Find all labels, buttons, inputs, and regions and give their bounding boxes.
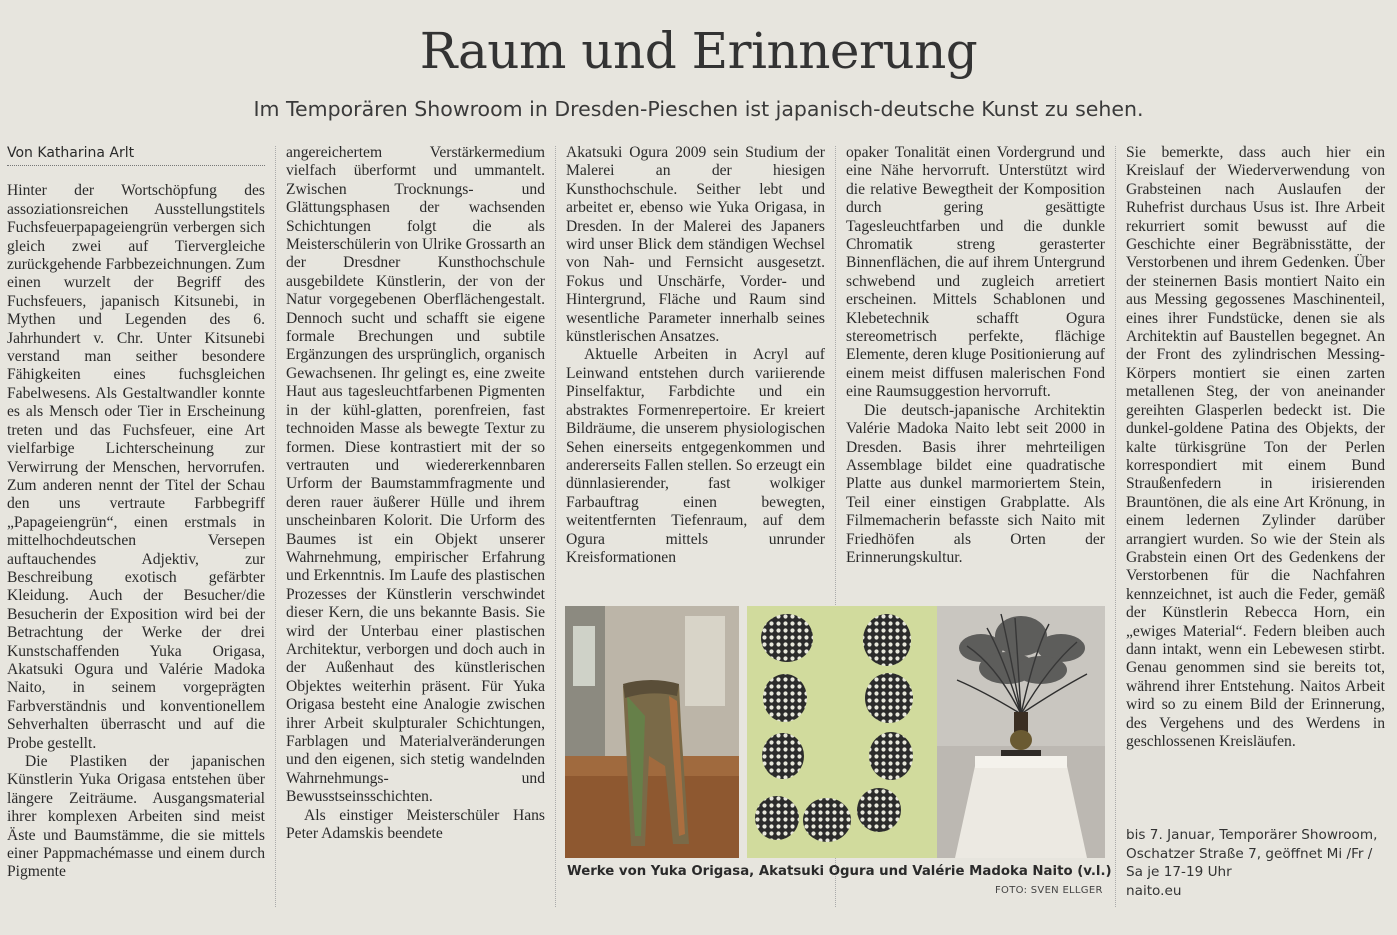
paragraph: Die Plastiken der japanischen Künstlerin Yuka Origasa entstehen über längere Zeiträume. Ausgangsmaterial ihrer komplexen Arbeiten sind meist Äste und Baumstämme, die sie mittels einer Pappmachémasse und einem durch Pigmente — [7, 753, 265, 881]
info-dates-venue: bis 7. Januar, Temporärer Showroom, — [1126, 827, 1378, 843]
paragraph: Sie bemerkte, dass auch hier ein Kreislauf der Wiederverwendung von Grabsteinen nach Auslaufen der Ruhefrist durchaus Usus ist. Ihre Arbeit rekurriert somit bewusst auf die Geschichte einer Begräbnisstätte, der Verstorbenen und ihrem Gedenken. Über der steinernen Basis montiert Naito ein aus Messing gegossenes Maschinenteil, eines ihrer Fundstücke, denen sie als Architektin auf Baustellen begegnet. An der Front des zylindrischen Messing-Körpers montiert sie einen zarten metallenen Steg, der von aneinander gereihten Glasperlen bedeckt ist. Die dunkel-goldene Patina des Objekts, der kalte türkisgrüne Ton der Perlen korrespondiert mit einem Bund Straußenfedern in irisierenden Brauntönen, die als eine Art Krönung, in einem ledernen Zylinder darüber arrangiert wurden. So wie der Stein als Grabstein einen Ort des Gedenkens der Verstorbenen für die Nachfahren kennzeichnet, ist auch die Feder, gemäß der Künstlerin Rebecca Horn, ein „ewiges Material“. Federn bleiben auch dann intakt, wenn ein Lebewesen stirbt. Genau genommen sind sie bereits tot, während ihrer Entstehung. Naitos Arbeit wird so zu einem Bild der Erinnerung, des Vergehens und des Werdens in geschlossenen Kreisläufen. — [1126, 144, 1385, 750]
byline-rule — [7, 144, 265, 166]
article-column-1 — [7, 144, 265, 882]
info-address: Oschatzer Straße 7, geöffnet Mi /Fr / — [1126, 845, 1373, 862]
paragraph: Die deutsch-japanische Architektin Valérie Madoka Naito lebt seit 2000 in Dresden. Basis ihrer mehrteiligen Assemblage bildet eine quadratische Platte aus dunkel marmoriertem Stein, Teil einer einstigen Grabplatte. Als Filmemacherin befasste sich Naito mit Friedhöfen als Orten der Erinnerungskultur. — [846, 401, 1105, 566]
info-hours: Sa je 17-19 Uhr — [1126, 864, 1232, 880]
paragraph: angereichertem Verstärkermedium vielfach überformt und ummantelt. Zwischen Trocknungs- und Glättungsphasen der wachsenden Schichtungen folgt die als Meisterschülerin von Ulrike Grossarth an der Dresdner Kunsthochschule ausgebildete Künstlerin, der von der Natur vorgegebenen Oberflächengestalt. Dennoch sucht und schafft sie eigene formale Brechungen und subtile Ergänzungen des ursprünglich, organisch Gewachsenen. Ihr gelingt es, eine zweite Haut aus tagesleuchtfarbenen Pigmenten in der kühl-glatten, porenfreien, fast technoiden Masse als bewegte Textur zu formen. Diese kontrastiert mit der so vertrauten und wiedererkennbaren Urform der Baumstammfragmente und deren rauer äußerer Hülle und ihrem unscheinbaren Kolorit. Die Urform des Baumes ist ein Objekt unserer Wahrnehmung, empirischer Erfahrung und Erkenntnis. Im Laufe des plastischen Prozesses der Künstlerin verschwindet dieser Kern, die uns bekannte Basis. Sie wird der Unterbau einer plastischen Architektur, verborgen und doch auch in der Außenhaut des künstlerischen Objektes weiterhin präsent. Für Yuka Origasa besteht eine Analogie zwischen ihrer Arbeit skulpturaler Schichtungen, Farblagen und Materialveränderungen und den eigenen, sich stetig wandelnden Wahrnehmungs- und Bewusstseinsschichten. — [286, 144, 545, 806]
article-subheadline: Im Temporären Showroom in Dresden-Pieschen ist japanisch-deutsche Kunst zu sehen. — [253, 97, 1144, 121]
paragraph: opaker Tonalität einen Vordergrund und eine Nähe hervorruft. Unterstützt wird die relative Bewegtheit der Komposition durch gering gesättigte Tagesleuchtfarben und die dunkle Chromatik streng gerasterter Binnenflächen, die auf ihrem Untergrund schwebend und zugleich arretiert erscheinen. Mittels Schablonen und Klebetechnik schafft Ogura stereometrisch perfekte, flächige Elemente, deren kluge Positionierung auf einem meist diffusen malerischen Fond eine Raumsuggestion hervorruft. — [846, 144, 1105, 401]
photo-credit: FOTO: SVEN ELLGER — [995, 885, 1103, 896]
exhibition-info — [1126, 826, 1388, 900]
photo-sculpture-origasa — [565, 606, 739, 858]
info-website: naito.eu — [1126, 882, 1182, 899]
article-headline: Raum und Erinnerung — [419, 22, 978, 80]
paragraph: Als einstiger Meisterschüler Hans Peter Adamskis beendete — [286, 806, 545, 843]
column-divider — [555, 146, 556, 907]
article-column-2 — [286, 144, 545, 843]
article-column-3 — [566, 144, 825, 567]
photo-assemblage-naito — [937, 606, 1105, 858]
paragraph: Hinter der Wortschöpfung des assoziationsreichen Ausstellungstitels Fuchsfeuerpapageiengrün verbergen sich gleich zwei auf Tiervergleiche zurückgehende Farbbezeichnungen. Zum einen wurzelt der Begriff des Fuchsfeuers, japanisch Kitsunebi, in Mythen und Legenden des 6. Jahrhundert v. Chr. Unter Kitsunebi verstand man seither besondere Fähigkeiten eines fuchsgleichen Fabelwesens. Als Gestaltwandler konnte es als Mensch oder Tier in Erscheinung treten und das Fuchsfeuer, eine Art vielfarbige Lichterscheinung zur Verwirrung der Menschen, hervorrufen. Zum anderen nennt der Titel der Schau den uns vertraute Farbbegriff „Papageiengrün“, einen erstmals in mittelhochdeutschen Versepen auftauchendes Adjektiv, zur Beschreibung exotisch gefärbter Kleidung. Auch der Besucher/die Besucherin der Exposition wird bei der Betrachtung der Werke der drei Kunstschaffenden Yuka Origasa, Akatsuki Ogura und Valérie Madoka Naito, in seinem vorgeprägten Farbverständnis und konventionellem Sehverhalten überrascht und auf die Probe gestellt. — [7, 182, 265, 752]
article-column-4 — [846, 144, 1105, 567]
article-column-5 — [1126, 144, 1385, 751]
column-divider — [275, 146, 276, 907]
paragraph: Aktuelle Arbeiten in Acryl auf Leinwand entstehen durch variierende Pinselfaktur, Farbdichte und ein abstraktes Formenrepertoire. Er kreiert Bildräume, die unserem physiologischen Sehen einerseits entgegenkommen und andererseits Fallen stellen. So erzeugt ein dünnlasierender, fast wolkiger Farbauftrag einen bewegten, weitentfernten Tiefenraum, auf dem Ogura mittels unrunder Kreisformationen — [566, 346, 825, 566]
paragraph: Akatsuki Ogura 2009 sein Studium der Malerei an der hiesigen Kunsthochschule. Seither lebt und arbeitet er, ebenso wie Yuka Origasa, in Dresden. In der Malerei des Japaners wird unser Blick dem ständigen Wechsel von Nah- und Fernsicht ausgesetzt. Fokus und Unschärfe, Vorder- und Hintergrund, Fläche und Raum sind wesentliche Parameter innerhalb seines künstlerischen Ansatzes. — [566, 144, 825, 346]
column-divider — [1115, 146, 1116, 907]
photo-painting-ogura — [747, 606, 937, 858]
photo-caption: Werke von Yuka Origasa, Akatsuki Ogura und Valérie Madoka Naito (v.l.) — [567, 864, 1112, 879]
photo-strip — [565, 606, 1105, 858]
byline: Von Katharina Arlt — [7, 145, 135, 161]
